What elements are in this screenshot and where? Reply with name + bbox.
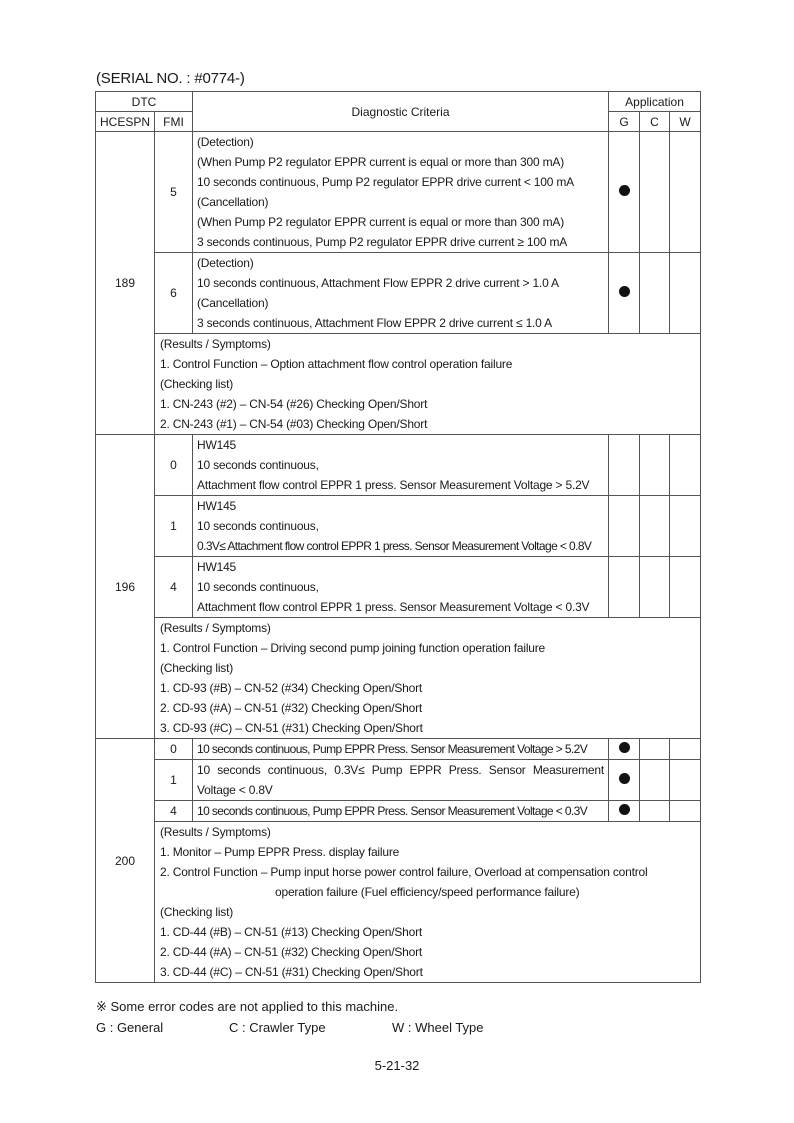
g-cell (609, 132, 640, 253)
applicable-dot-icon (619, 286, 630, 297)
w-cell (670, 801, 701, 822)
c-header: C (640, 112, 670, 132)
criteria-line: 3 seconds continuous, Attachment Flow EPPR 2 drive current ≤ 1.0 A (197, 316, 552, 330)
table-row (96, 496, 701, 557)
fmi-cell: 4 (155, 801, 193, 822)
c-cell (640, 739, 670, 760)
applicable-dot-icon (619, 804, 630, 815)
fmi-cell: 1 (155, 760, 193, 801)
results-line: 2. Control Function – Pump input horse power control failure, Overload at compensation control (160, 865, 648, 879)
application-header: Application (609, 92, 701, 112)
results-line: 1. Monitor – Pump EPPR Press. display failure (160, 845, 400, 859)
criteria-line: HW145 (197, 560, 237, 574)
fmi-cell: 0 (155, 435, 193, 496)
table-row (96, 253, 701, 334)
results-line: 1. CN-243 (#2) – CN-54 (#26) Checking Open/Short (160, 397, 428, 411)
results-line: (Checking list) (160, 905, 234, 919)
criteria-line: (When Pump P2 regulator EPPR current is equal or more than 300 mA) (197, 215, 564, 229)
criteria-line: 3 seconds continuous, Pump P2 regulator EPPR drive current ≥ 100 mA (197, 235, 568, 249)
g-cell (609, 496, 640, 557)
criteria-line: 10 seconds continuous, 0.3V≤ Pump EPPR Press. Sensor Measurement Voltage < 0.8V (197, 763, 605, 797)
criteria-line: 10 seconds continuous, Pump EPPR Press. Sensor Measurement Voltage > 5.2V (197, 742, 588, 756)
results-line: 3. CD-93 (#C) – CN-51 (#31) Checking Open/Short (160, 721, 423, 735)
criteria-cell (193, 435, 609, 496)
results-line: 2. CD-44 (#A) – CN-51 (#32) Checking Open/Short (160, 945, 423, 959)
criteria-line: Attachment flow control EPPR 1 press. Sensor Measurement Voltage > 5.2V (197, 478, 590, 492)
criteria-line: (Detection) (197, 256, 254, 270)
hcespn-cell: 196 (96, 435, 155, 739)
criteria-line: 10 seconds continuous, (197, 519, 319, 533)
criteria-line: 10 seconds continuous, (197, 458, 319, 472)
w-cell (670, 253, 701, 334)
applicable-dot-icon (619, 185, 630, 196)
results-line: (Results / Symptoms) (160, 825, 271, 839)
table-row (96, 557, 701, 618)
w-cell (670, 760, 701, 801)
g-cell (609, 435, 640, 496)
results-line: (Results / Symptoms) (160, 337, 271, 351)
criteria-line: 0.3V≤ Attachment flow control EPPR 1 press. Sensor Measurement Voltage < 0.8V (197, 539, 592, 553)
results-line: 1. CD-44 (#B) – CN-51 (#13) Checking Open/Short (160, 925, 423, 939)
dtc-table (95, 91, 701, 983)
hcespn-cell: 189 (96, 132, 155, 435)
applicable-dot-icon (619, 773, 630, 784)
criteria-line: (Cancellation) (197, 195, 269, 209)
g-cell (609, 253, 640, 334)
c-cell (640, 132, 670, 253)
criteria-cell (193, 253, 609, 334)
criteria-line: (Cancellation) (197, 296, 269, 310)
g-cell (609, 557, 640, 618)
criteria-header: Diagnostic Criteria (193, 92, 609, 132)
w-cell (670, 435, 701, 496)
table-row (96, 801, 701, 822)
g-cell (609, 739, 640, 760)
w-cell (670, 496, 701, 557)
criteria-line: 10 seconds continuous, (197, 580, 319, 594)
g-header: G (609, 112, 640, 132)
fmi-header: FMI (155, 112, 193, 132)
hcespn-cell: 200 (96, 739, 155, 983)
criteria-line: Attachment flow control EPPR 1 press. Sensor Measurement Voltage < 0.3V (197, 600, 590, 614)
applicable-dot-icon (619, 742, 630, 753)
hcespn-header: HCESPN (96, 112, 155, 132)
criteria-cell (193, 801, 609, 822)
criteria-line: HW145 (197, 438, 237, 452)
criteria-line: (When Pump P2 regulator EPPR current is equal or more than 300 mA) (197, 155, 564, 169)
criteria-cell (193, 739, 609, 760)
results-line: 2. CN-243 (#1) – CN-54 (#03) Checking Open/Short (160, 417, 428, 431)
legend-general: G : General (96, 1020, 164, 1035)
w-cell (670, 739, 701, 760)
serial-number-heading: (SERIAL NO. : #0774-) (96, 70, 245, 87)
criteria-line: 10 seconds continuous, Pump EPPR Press. Sensor Measurement Voltage < 0.3V (197, 804, 588, 818)
page-number: 5-21-32 (374, 1058, 420, 1073)
fmi-cell: 1 (155, 496, 193, 557)
c-cell (640, 801, 670, 822)
footnote: ※ Some error codes are not applied to this machine. (96, 999, 399, 1014)
criteria-line: HW145 (197, 499, 237, 513)
c-cell (640, 557, 670, 618)
results-line: 1. CD-93 (#B) – CN-52 (#34) Checking Open/Short (160, 681, 423, 695)
results-line: (Checking list) (160, 377, 234, 391)
criteria-line: 10 seconds continuous, Pump P2 regulator EPPR drive current < 100 mA (197, 175, 574, 189)
criteria-line: 10 seconds continuous, Attachment Flow EPPR 2 drive current > 1.0 A (197, 276, 559, 290)
table-row (96, 739, 701, 760)
w-header: W (670, 112, 701, 132)
results-row (96, 618, 701, 739)
w-cell (670, 132, 701, 253)
results-row (96, 334, 701, 435)
results-line: 2. CD-93 (#A) – CN-51 (#32) Checking Open/Short (160, 701, 423, 715)
results-line: 3. CD-44 (#C) – CN-51 (#31) Checking Open/Short (160, 965, 423, 979)
results-line: (Checking list) (160, 661, 234, 675)
c-cell (640, 253, 670, 334)
fmi-cell: 0 (155, 739, 193, 760)
c-cell (640, 496, 670, 557)
dtc-header: DTC (96, 92, 193, 112)
criteria-cell (193, 760, 609, 801)
results-line: (Results / Symptoms) (160, 621, 271, 635)
fmi-cell: 6 (155, 253, 193, 334)
results-line: operation failure (Fuel efficiency/speed performance failure) (275, 885, 580, 899)
legend-crawler: C : Crawler Type (229, 1020, 326, 1035)
fmi-cell: 4 (155, 557, 193, 618)
g-cell (609, 801, 640, 822)
criteria-line: (Detection) (197, 135, 254, 149)
c-cell (640, 435, 670, 496)
criteria-cell (193, 557, 609, 618)
table-row (96, 435, 701, 496)
w-cell (670, 557, 701, 618)
criteria-cell (193, 132, 609, 253)
results-cell (155, 334, 701, 435)
results-cell (155, 822, 701, 983)
fmi-cell: 5 (155, 132, 193, 253)
legend-wheel: W : Wheel Type (392, 1020, 484, 1035)
g-cell (609, 760, 640, 801)
table-row (96, 132, 701, 253)
table-row (96, 760, 701, 801)
results-cell (155, 618, 701, 739)
results-row (96, 822, 701, 983)
results-line: 1. Control Function – Option attachment flow control operation failure (160, 357, 513, 371)
criteria-cell (193, 496, 609, 557)
header-row-1 (96, 92, 701, 112)
results-line: 1. Control Function – Driving second pump joining function operation failure (160, 641, 546, 655)
c-cell (640, 760, 670, 801)
